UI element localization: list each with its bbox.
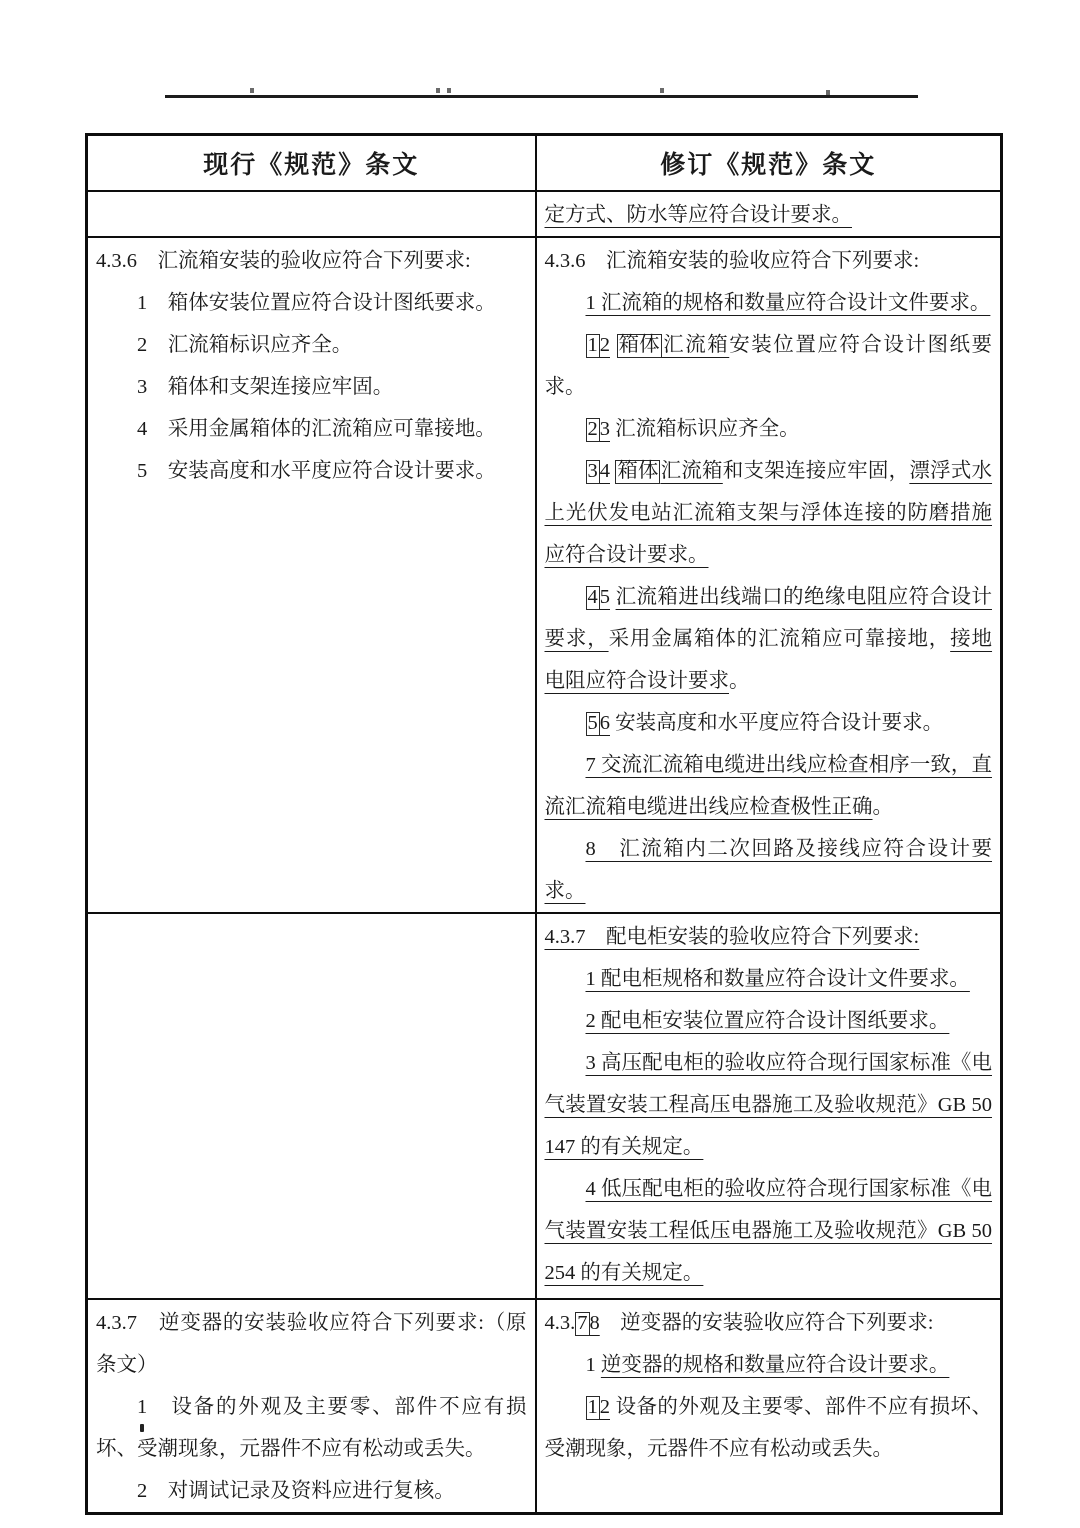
current-provision-cell: [87, 913, 536, 1299]
scan-artifact-dot: [447, 88, 451, 93]
provision-paragraph: [96, 324, 527, 366]
provision-paragraph: [545, 240, 993, 282]
text-segment: 4.3.6 汇流箱安装的验收应符合下列要求:: [544, 250, 920, 272]
inserted-text: 逆变器的规格和数量应符合设计要求。: [600, 1354, 950, 1376]
scan-artifact-dot: [660, 88, 664, 93]
deleted-text: 1: [587, 334, 598, 356]
current-provision-cell: [87, 191, 536, 237]
inserted-text: 接地电阻应符合设计要求: [544, 628, 993, 692]
deleted-text: 3: [587, 460, 598, 482]
text-segment: 4.3.: [544, 1312, 576, 1334]
provision-paragraph: [96, 240, 527, 282]
text-segment: 4.3.7 逆变器的安装验收应符合下列要求:（原条文）: [96, 1312, 527, 1376]
provision-paragraph: [545, 1344, 993, 1386]
inserted-text: 2: [599, 334, 610, 356]
comparison-table-wrap: [85, 133, 1000, 1515]
provision-paragraph: [96, 1470, 527, 1512]
deleted-text: 箱体: [618, 334, 660, 356]
provision-paragraph: [545, 324, 993, 408]
deleted-text: 5: [587, 712, 598, 734]
provision-paragraph: [96, 366, 527, 408]
provision-paragraph: [545, 958, 993, 1000]
provision-paragraph: [96, 282, 527, 324]
text-segment: 1 设备的外观及主要零、部件不应有损坏、受潮现象，元器件不应有松动或丢失。: [96, 1396, 527, 1460]
column-header-revised: 修订《规范》条文: [536, 135, 1002, 192]
inserted-text: 2: [599, 1396, 610, 1418]
table-header: [87, 135, 1002, 192]
table-row: [87, 913, 1002, 1299]
text-segment: 安装高度和水平度应符合设计要求。: [610, 712, 944, 734]
scan-artifact-dot: [250, 88, 254, 93]
scan-artifact-period: [140, 1424, 144, 1432]
text-segment: 汇流箱标识应齐全。: [610, 418, 800, 440]
inserted-text: 6: [599, 712, 610, 734]
current-provision-cell: [87, 237, 536, 913]
page-header-rule: [165, 95, 918, 98]
inserted-text: 汇流箱: [660, 460, 723, 482]
text-segment: [610, 334, 617, 356]
provision-paragraph: [96, 1302, 527, 1386]
table-row: [87, 237, 1002, 913]
provision-paragraph: [96, 408, 527, 450]
provision-paragraph: [545, 744, 993, 828]
text-segment: 安装位置应符合设计图纸要求。: [544, 334, 993, 398]
provision-paragraph: [545, 450, 993, 576]
provision-paragraph: [545, 1386, 993, 1470]
revised-provision-cell: [536, 1299, 1002, 1514]
inserted-text: 定方式、防水等应符合设计要求。: [544, 204, 852, 226]
text-segment: 4.3.6 汇流箱安装的验收应符合下列要求:: [96, 250, 471, 272]
scan-artifact-dot: [436, 88, 440, 93]
deleted-text: 4: [587, 586, 598, 608]
inserted-text: 5: [599, 586, 610, 608]
inserted-text: 8 汇流箱内二次回路及接线应符合设计要求。: [544, 838, 992, 902]
inserted-text: 8: [589, 1312, 600, 1334]
deleted-text: 1: [587, 1396, 598, 1418]
current-provision-cell: [87, 1299, 536, 1514]
provision-paragraph: [545, 1302, 993, 1344]
provision-paragraph: [545, 1168, 993, 1294]
provision-paragraph: [545, 828, 993, 912]
inserted-text: 1 汇流箱的规格和数量应符合设计文件要求。: [585, 292, 991, 314]
provision-paragraph: [545, 194, 993, 236]
provision-paragraph: [545, 916, 993, 958]
compare-table-body: [87, 191, 1002, 1514]
provision-paragraph: [545, 282, 993, 324]
inserted-text: 3 高压配电柜的验收应符合现行国家标准《电气装置安装工程高压电器施工及验收规范》GB 50147 的有关规定。: [544, 1052, 992, 1158]
inserted-text: 4 低压配电柜的验收应符合现行国家标准《电气装置安装工程低压电器施工及验收规范》GB 50254 的有关规定。: [544, 1178, 992, 1284]
provision-paragraph: [545, 1042, 993, 1168]
inserted-text: 汇流箱进出线端口的绝缘电阻应符合设计要求，: [544, 586, 992, 650]
provision-paragraph: [96, 1386, 527, 1470]
column-header-current: 现行《规范》条文: [87, 135, 536, 192]
revised-provision-cell: [536, 237, 1002, 913]
text-segment: 采用金属箱体的汇流箱应可靠接地，: [608, 628, 951, 650]
text-segment: 逆变器的安装验收应符合下列要求:: [599, 1312, 934, 1334]
text-segment: 5 安装高度和水平度应符合设计要求。: [137, 460, 496, 482]
inserted-text: 7 交流汇流箱电缆进出线应检查相序一致，直流汇流箱电缆进出线应检查极性正确: [544, 754, 992, 818]
provision-comparison-table: [85, 133, 1003, 1515]
inserted-text: 4: [599, 460, 610, 482]
text-segment: 3 箱体和支架连接应牢固。: [137, 376, 394, 398]
inserted-text: 漂浮式水上光伏发电站汇流箱支架与浮体连接的防磨措施应符合设计要求。: [544, 460, 993, 566]
revised-provision-cell: [536, 191, 1002, 237]
inserted-text: 2 配电柜安装位置应符合设计图纸要求。: [585, 1010, 950, 1032]
deleted-text: 箱体: [617, 460, 659, 482]
provision-paragraph: [545, 576, 993, 702]
text-segment: 1 箱体安装位置应符合设计图纸要求。: [137, 292, 496, 314]
table-row: [87, 191, 1002, 237]
inserted-text: 汇流箱: [661, 334, 730, 356]
text-segment: 1: [585, 1354, 601, 1376]
text-segment: 4 采用金属箱体的汇流箱应可靠接地。: [137, 418, 496, 440]
provision-paragraph: [96, 450, 527, 492]
table-row: [87, 1299, 1002, 1514]
inserted-text: 1 配电柜规格和数量应符合设计文件要求。: [585, 968, 970, 990]
provision-paragraph: [545, 1000, 993, 1042]
inserted-text: 4.3.7 配电柜安装的验收应符合下列要求:: [544, 926, 920, 948]
text-segment: 和支架连接应牢固，: [722, 460, 910, 482]
inserted-text: 3: [599, 418, 610, 440]
text-segment: 。: [729, 670, 750, 692]
provision-paragraph: [545, 408, 993, 450]
text-segment: 2 对调试记录及资料应进行复核。: [137, 1480, 455, 1502]
revised-provision-cell: [536, 913, 1002, 1299]
text-segment: 。: [872, 796, 893, 818]
text-segment: 2 汇流箱标识应齐全。: [137, 334, 353, 356]
deleted-text: 7: [577, 1312, 588, 1334]
scan-artifact-dot: [826, 90, 830, 95]
text-segment: 设备的外观及主要零、部件不应有损坏、受潮现象，元器件不应有松动或丢失。: [544, 1396, 992, 1460]
provision-paragraph: [545, 702, 993, 744]
header-row: [87, 135, 1002, 192]
deleted-text: 2: [587, 418, 598, 440]
